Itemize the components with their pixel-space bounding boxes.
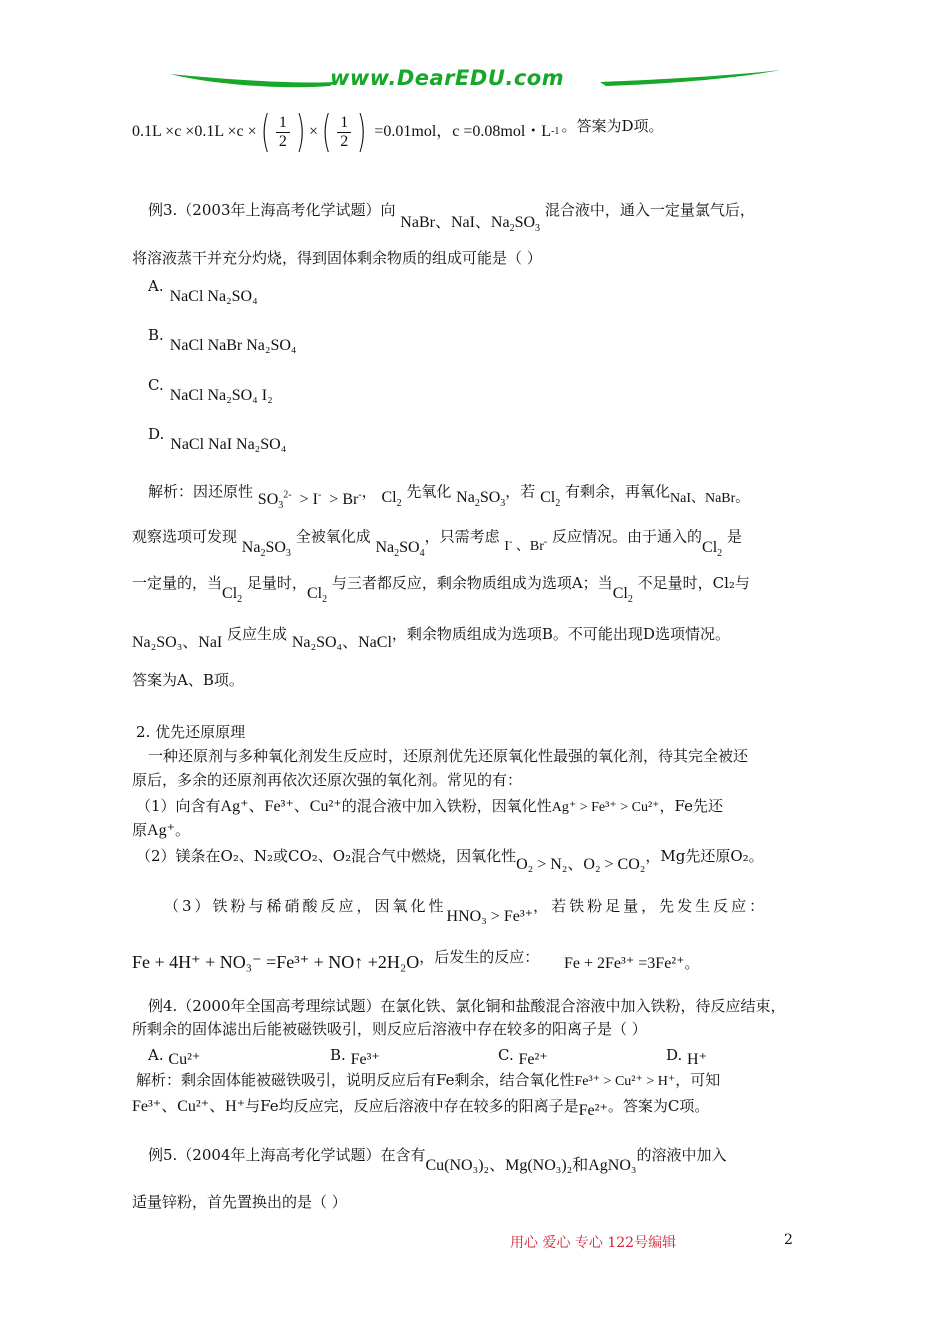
ex3-question-line1: 例3.（2003年上海高考化学试题）向 NaBr、NaI、$Na_2SO_3$ 混合液中，通入一定量氯气后， bbox=[148, 201, 755, 235]
ex3-analysis-line1: 解析：因还原性 $SO_3^{2-} > I^- > Br^-$， $Cl_2$ 先氧化 $Na_2SO_3$，若 $Cl_2$ 有剩余，再氧化NaI、NaBr。 bbox=[148, 482, 750, 512]
rule-item-1: （1）向含有Ag⁺、Fe³⁺、Cu²⁺的混合液中加入铁粉，因氧化性Ag⁺ > Fe³⁺ > Cu²⁺，Fe先还 bbox=[136, 797, 724, 815]
ex5-question-line1: 例5.（2004年上海高考化学试题）在含有Cu(NO₃)₂、Mg(NO₃)₂和AgNO₃的溶液中加入 bbox=[148, 1146, 727, 1174]
footer-slogan: 用心 爱心 专心 122号编辑 bbox=[510, 1235, 677, 1251]
ex4-option-c: C. Fe²⁺ bbox=[498, 1046, 548, 1068]
ex3-analysis-line2: 观察选项可发现 $Na_2SO_3$ 全被氧化成 $Na_2SO_4$，只需考虑 I- 、Br- 反应情况。由于通入的$Cl_2$ 是 bbox=[132, 527, 742, 559]
section-para-2: 原后，多余的还原剂再依次还原次强的氧化剂。常见的有： bbox=[132, 771, 523, 789]
rule-item-3: （3）铁粉与稀硝酸反应，因氧化性HNO₃ > Fe³⁺，若铁粉足量，先发生反应： bbox=[164, 897, 768, 925]
ex4-analysis-line2: Fe³⁺、Cu²⁺、H⁺与Fe均反应完，反应后溶液中存在较多的阳离子是Fe²⁺。答案为C项。 bbox=[132, 1097, 710, 1119]
rule-item-1-cont: 原Ag⁺。 bbox=[132, 821, 191, 839]
ex4-option-b: B. Fe³⁺ bbox=[330, 1046, 380, 1068]
page-number: 2 bbox=[784, 1232, 793, 1248]
section-title: 2. 优先还原原理 bbox=[136, 723, 246, 741]
site-logo-text: www.DearEDU.com bbox=[330, 66, 565, 90]
ex3-answer: 答案为A、B项。 bbox=[132, 671, 244, 689]
ex3-analysis-line4: Na₂SO₃、NaI 反应生成 Na₂SO₄、NaCl，剩余物质组成为选项B。不可能出现D选项情况。 bbox=[132, 625, 730, 651]
fraction-half-2: $\frac{1}{2}$ bbox=[337, 114, 351, 151]
ex4-question-line2: 所剩余的固体滤出后能被磁铁吸引，则反应后溶液中存在较多的阳离子是（ ） bbox=[132, 1020, 647, 1038]
calc-line: 0.1L ×c ×0.1L ×c × ( $\frac{1}{2}$ ) × ( $\frac{1}{2}$ ) =0.01mol，c =0.08mol・L -1 。答案为D项。 bbox=[132, 106, 664, 157]
ex3-question-line2: 将溶液蒸干并充分灼烧，得到固体剩余物质的组成可能是（ ） bbox=[132, 249, 542, 267]
ex3-option-b: B.NaCl NaBr Na₂SO₄ bbox=[148, 326, 297, 354]
ex4-analysis-line1: 解析：剩余固体能被磁铁吸引，说明反应后有Fe剩余，结合氧化性Fe³⁺ > Cu²⁺ > H⁺，可知 bbox=[136, 1071, 721, 1089]
section-para-1: 一种还原剂与多种氧化剂发生反应时，还原剂优先还原氧化性最强的氧化剂，待其完全被还 bbox=[148, 747, 749, 765]
ex4-option-d: D. H⁺ bbox=[666, 1046, 708, 1068]
ex3-analysis-line3: 一定量的，当$Cl_2$ 足量时，$Cl_2$ 与三者都反应，剩余物质组成为选项A；当$Cl_2$ 不足量时，Cl₂与 bbox=[132, 574, 750, 606]
ex3-option-c: C.NaCl Na₂SO₄ I₂ bbox=[148, 376, 273, 404]
fraction-half-1: $\frac{1}{2}$ bbox=[276, 114, 290, 151]
ex5-question-line2: 适量锌粉，首先置换出的是（ ） bbox=[132, 1193, 347, 1211]
ex3-option-d: D.NaCl NaI Na₂SO₄ bbox=[148, 425, 287, 453]
ex3-option-a: A.NaCl Na₂SO₄ bbox=[148, 277, 258, 305]
rule-item-2: （2）镁条在O₂、N₂或CO₂、O₂混合气中燃烧，因氧化性O₂ > N₂、O₂ > CO₂，Mg先还原O₂。 bbox=[136, 847, 764, 873]
ex4-option-a: A. Cu²⁺ bbox=[148, 1046, 201, 1068]
equation-line: Fe + 4H⁺ + NO₃⁻ =Fe³⁺ + NO↑ +2H₂O，后发生的反应： Fe + 2Fe³⁺ =3Fe²⁺。 bbox=[132, 948, 700, 972]
ex4-question-line1: 例4.（2000年全国高考理综试题）在氯化铁、氯化铜和盐酸混合溶液中加入铁粉，待反应结束， bbox=[148, 997, 786, 1015]
